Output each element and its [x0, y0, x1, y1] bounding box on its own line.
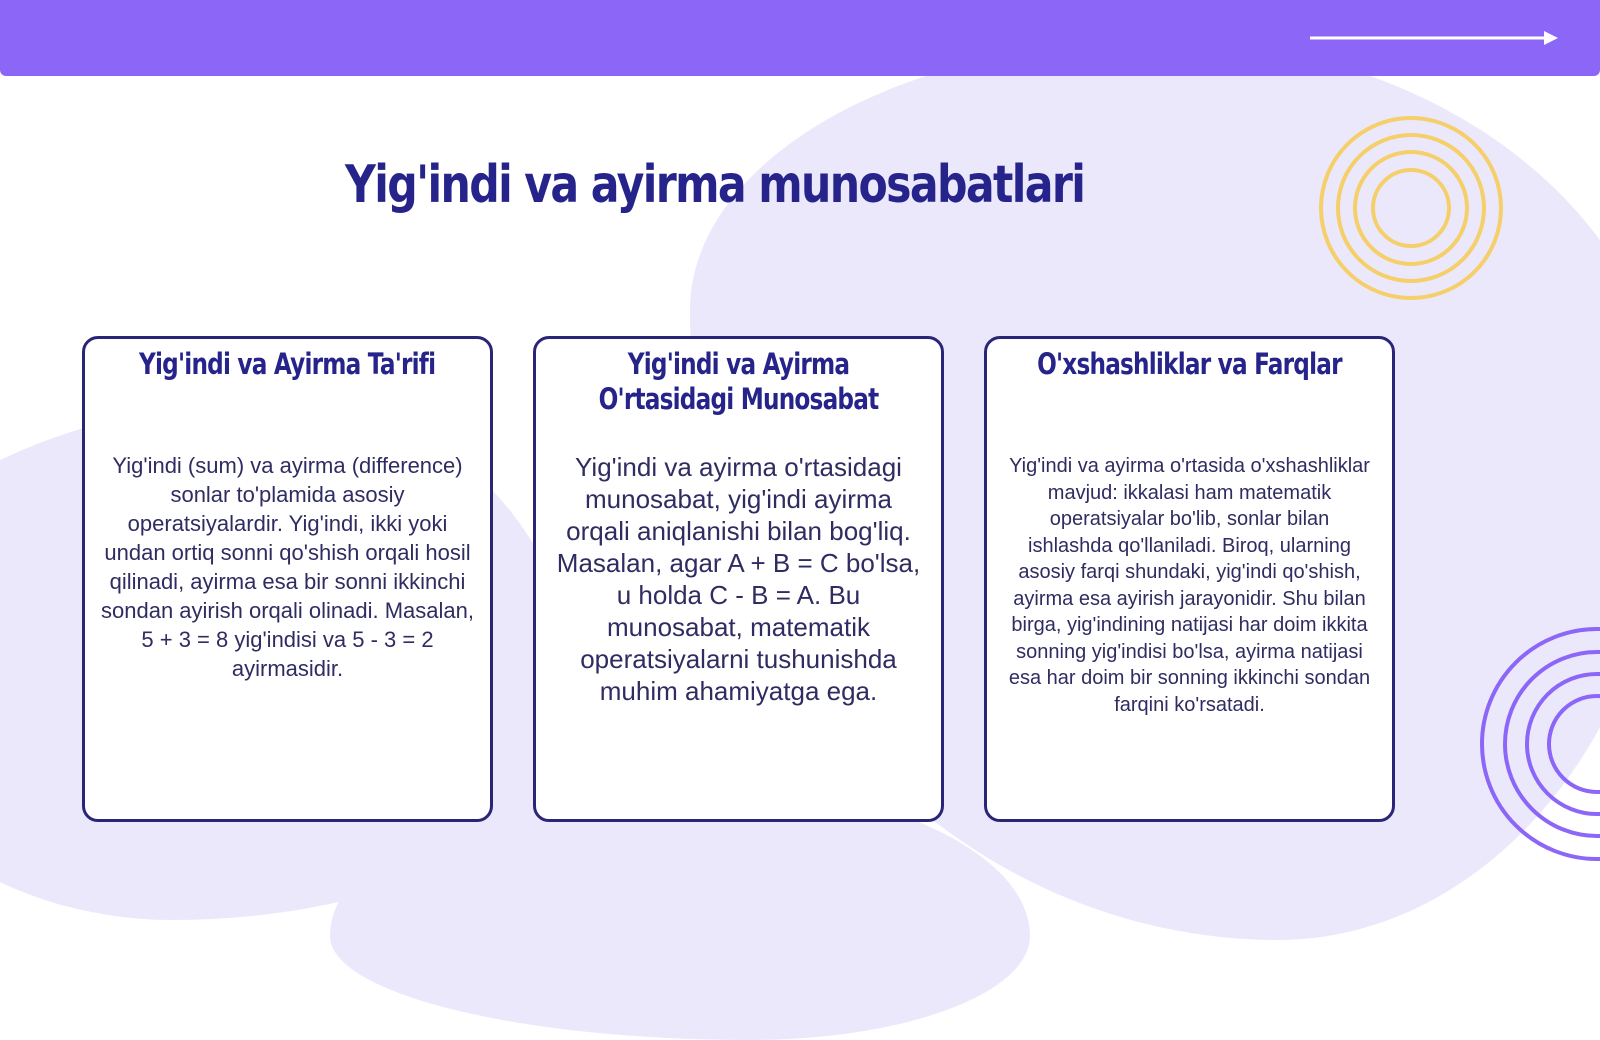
concentric-rings-icon [1472, 624, 1600, 864]
concentric-rings-icon [1318, 115, 1504, 301]
card-definition [82, 336, 493, 822]
card-body: Yig'indi va ayirma o'rtasidagi munosabat, yig'indi ayirma orqali aniqlanishi bilan bog'liq. Masalan, agar A + B = C bo'lsa, u holda C - B = A. Bu munosabat, matematik operatsiyalarni tushunishda muhim ahamiyatga ega. [556, 452, 921, 706]
card-title: Yig'indi va Ayirma Ta'rifi [139, 347, 436, 381]
card-title: O'xshashliklar va Farqlar [1037, 347, 1342, 381]
arrow-right-icon[interactable] [1310, 29, 1560, 47]
card-body: Yig'indi va ayirma o'rtasida o'xshashliklar mavjud: ikkalasi ham matematik operatsiyalar bo'lib, sonlar bilan ishlashda qo'llaniladi. Biroq, ularning asosiy farqi shundaki, yig'indi qo'shish, ayirma esa ayirish jarayonidir. Shu bilan birga, yig'indining natijasi har doim ikkita sonning yig'indisi bo'lsa, ayirma natijasi esa har doim bir sonning ikkinchi sondan farqini ko'rsatadi. [1008, 455, 1371, 716]
card-title: Yig'indi va Ayirma O'rtasidagi Munosabat [598, 347, 879, 416]
card-body: Yig'indi (sum) va ayirma (difference) sonlar to'plamida asosiy operatsiyalardir. Yig'indi, ikki yoki undan ortiq sonni qo'shish orqali hosil qilinadi, ayirma esa bir sonni ikkinchi sondan ayirish orqali olinadi. Masalan, 5 + 3 = 8 yig'indisi va 5 - 3 = 2 ayirmasidir. [101, 453, 474, 681]
card-relationship [533, 336, 944, 822]
card-similarities-differences [984, 336, 1395, 822]
page-title: Yig'indi va ayirma munosabatlari [345, 155, 1085, 215]
